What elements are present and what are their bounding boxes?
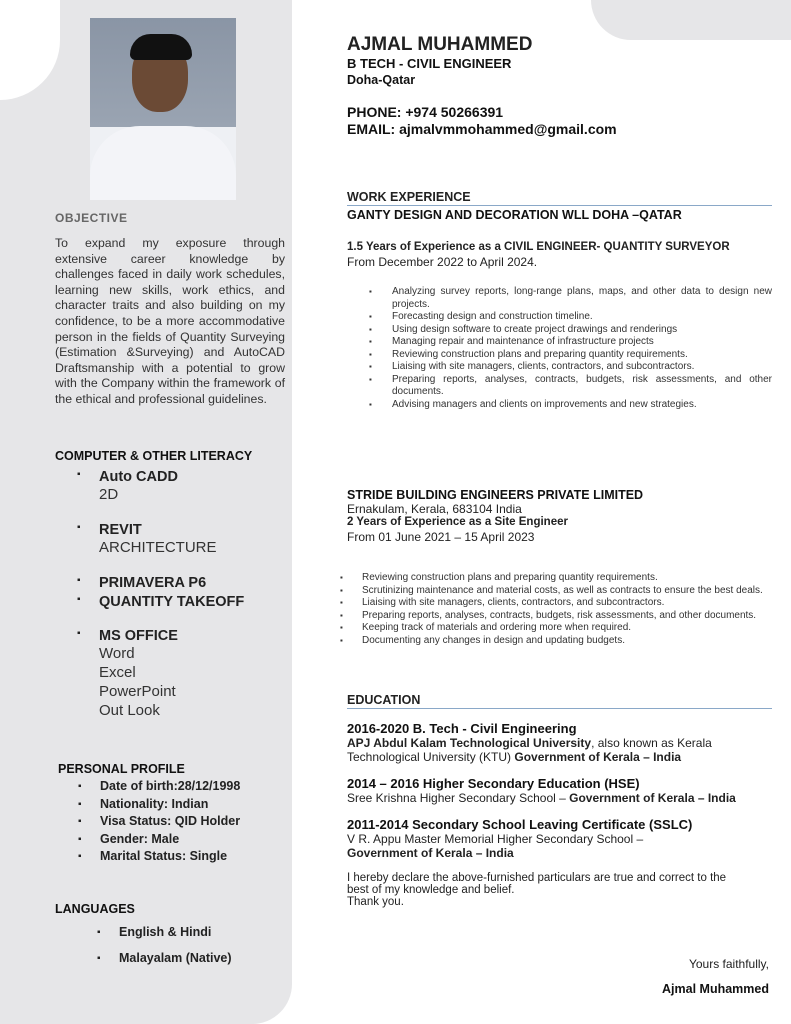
- personal-profile-section: [58, 762, 288, 866]
- degree: B TECH - CIVIL ENGINEER: [347, 56, 512, 71]
- gender: ▪ Gender: Male: [78, 831, 288, 849]
- education-section: [347, 693, 772, 908]
- job2-dates: From 01 June 2021 – 15 April 2023: [347, 530, 535, 544]
- education-title: EDUCATION: [347, 693, 772, 709]
- signature-name: Ajmal Muhammed: [662, 982, 769, 996]
- skill-autocad: ▪ Auto CADD 2D: [77, 469, 285, 504]
- skill-revit: ▪ REVIT ARCHITECTURE: [77, 522, 285, 557]
- languages-section: [55, 902, 285, 967]
- skill-primavera: ▪ PRIMAVERA P6: [77, 575, 285, 591]
- objective-section: [55, 211, 285, 408]
- duty-item: ▪ Managing repair and maintenance of infrastructure projects: [347, 336, 772, 349]
- header: [347, 34, 617, 137]
- job1-dates: From December 2022 to April 2024.: [347, 255, 538, 269]
- duty-item: ▪ Documenting any changes in design and updating budgets.: [332, 635, 786, 648]
- personal-title: PERSONAL PROFILE: [58, 762, 185, 776]
- job2: [347, 488, 787, 544]
- marital-status: ▪ Marital Status: Single: [78, 848, 288, 866]
- languages-title: LANGUAGES: [55, 902, 135, 916]
- duty-item: ▪ Keeping track of materials and ordering more when required.: [332, 622, 786, 635]
- job1-role: 1.5 Years of Experience as a CIVIL ENGINEER- QUANTITY SURVEYOR: [347, 241, 730, 253]
- literacy-section: [55, 449, 285, 720]
- skill-quantity-takeoff: ▪ QUANTITY TAKEOFF: [77, 594, 285, 610]
- duty-item: ▪ Analyzing survey reports, long-range plans, maps, and other data to design new projects.: [347, 286, 772, 311]
- duty-item: ▪ Advising managers and clients on improvements and new strategies.: [347, 399, 772, 412]
- email: EMAIL: ajmalvmmohammed@gmail.com: [347, 121, 617, 137]
- duty-item: ▪ Liaising with site managers, clients, contractors, and subcontractors.: [347, 361, 772, 374]
- education-item: 2016-2020 B. Tech - Civil Engineering APJ Abdul Kalam Technological University, also known as Kerala Technological University (KTU) Government of Kerala – India: [347, 721, 712, 764]
- visa-status: ▪ Visa Status: QID Holder: [78, 813, 288, 831]
- location: Doha-Qatar: [347, 73, 416, 87]
- job2-role: 2 Years of Experience as a Site Engineer: [347, 516, 568, 528]
- profile-photo: [90, 18, 236, 200]
- objective-text: To expand my exposure through extensive career knowledge by challenges faced in daily work schedules, learning new skills, work ethics, and character traits and also building on my confidence, to be a more accommodative person in the fields of Quantity Surveying (Estimation &Surveying) and AutoCAD Draftsmanship with a potential to grow with the Company within the framework of the ethical and professional guidelines.: [55, 236, 285, 406]
- work-section: [347, 190, 772, 411]
- skill-ms-office: ▪ MS OFFICE Word Excel PowerPoint Out Look: [77, 628, 285, 720]
- education-item: 2014 – 2016 Higher Secondary Education (HSE) Sree Krishna Higher Secondary School – Government of Kerala – India: [347, 776, 736, 805]
- duty-item: ▪ Using design software to create project drawings and renderings: [347, 324, 772, 337]
- job2-location: Ernakulam, Kerala, 683104 India: [347, 502, 522, 516]
- declaration-text: I hereby declare the above-furnished particulars are true and correct to the best of my knowledge and belief.: [347, 872, 727, 896]
- closing: Yours faithfully,: [688, 957, 769, 971]
- nationality: ▪ Nationality: Indian: [78, 796, 288, 814]
- education-item: 2011-2014 Secondary School Leaving Certificate (SSLC) V R. Appu Master Memorial Higher Secondary School – Government of Kerala – India: [347, 817, 693, 860]
- language-item: ▪ English & Hindi: [97, 924, 285, 942]
- thank-you: Thank you.: [347, 896, 404, 908]
- job2-company: STRIDE BUILDING ENGINEERS PRIVATE LIMITED: [347, 488, 644, 502]
- duty-item: ▪ Forecasting design and construction timeline.: [347, 311, 772, 324]
- dob: ▪ Date of birth:28/12/1998: [78, 778, 288, 796]
- job2-duties: [332, 572, 786, 647]
- duty-item: ▪ Scrutinizing maintenance and material costs, as well as contracts to ensure the best deals.: [332, 585, 786, 598]
- phone: PHONE: +974 50266391: [347, 104, 504, 120]
- duty-item: ▪ Liaising with site managers, clients, contractors, and subcontractors.: [332, 597, 786, 610]
- job1-duties: [347, 286, 772, 411]
- corner-decoration: [591, 0, 791, 40]
- literacy-title: COMPUTER & OTHER LITERACY: [55, 449, 253, 463]
- duty-item: ▪ Reviewing construction plans and preparing quantity requirements.: [332, 572, 786, 585]
- duty-item: ▪ Preparing reports, analyses, contracts, budgets, risk assessments, and other documents.: [347, 374, 772, 399]
- duty-item: ▪ Reviewing construction plans and preparing quantity requirements.: [347, 349, 772, 362]
- duty-item: ▪ Preparing reports, analyses, contracts, budgets, risk assessments, and other documents.: [332, 610, 786, 623]
- language-item: ▪ Malayalam (Native): [97, 950, 285, 968]
- name: AJMAL MUHAMMED: [347, 34, 533, 55]
- job1-company: GANTY DESIGN AND DECORATION WLL DOHA –QATAR: [347, 208, 682, 222]
- work-title: WORK EXPERIENCE: [347, 190, 772, 206]
- objective-title: OBJECTIVE: [55, 211, 128, 225]
